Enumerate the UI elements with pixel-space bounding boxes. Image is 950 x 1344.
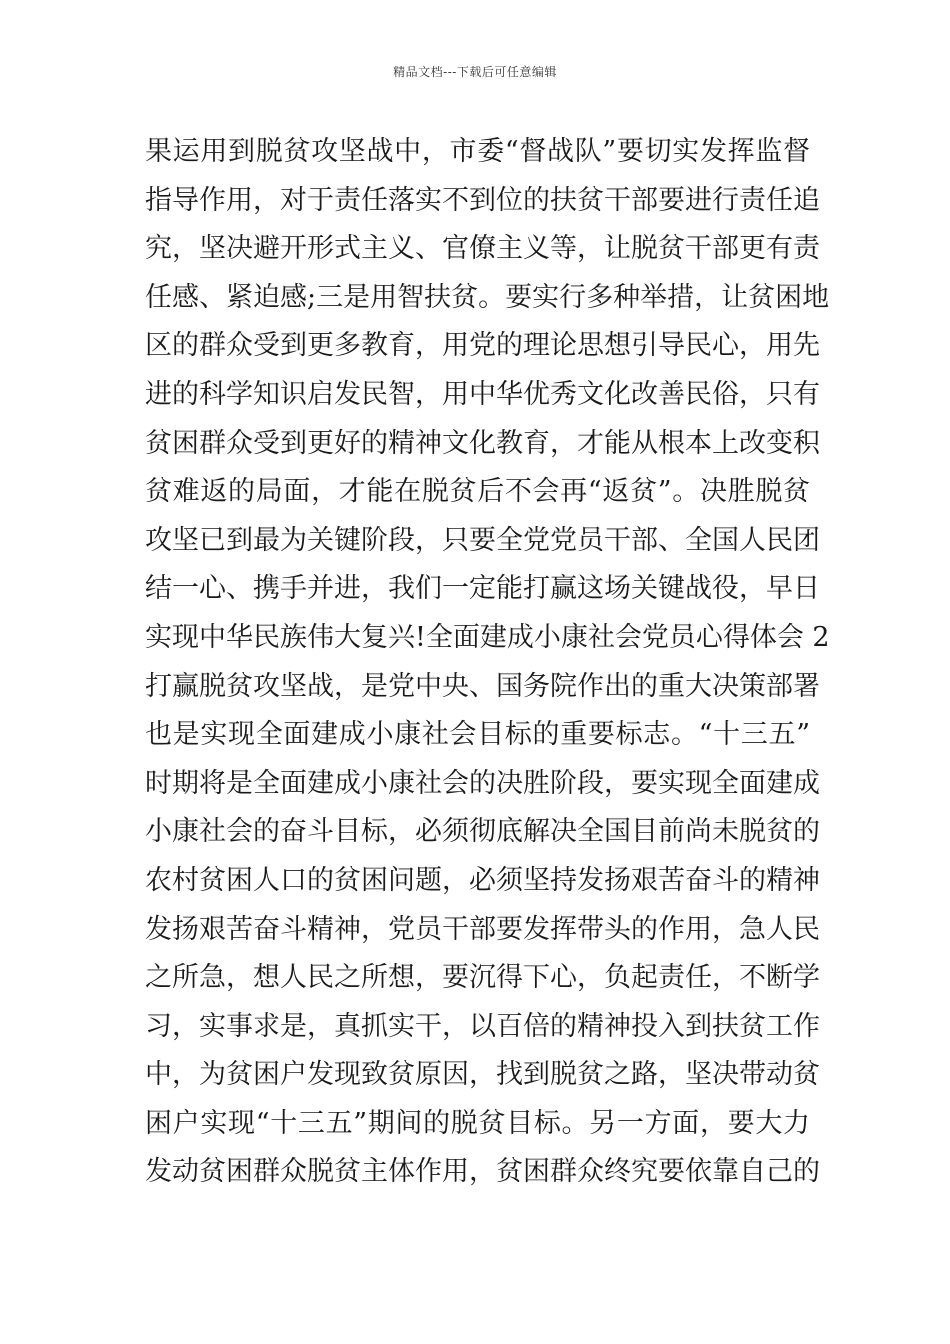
text-line: 进的科学知识启发民智，用中华优秀文化改善民俗，只有	[145, 378, 820, 410]
text-line: 困户实现“十三五”期间的脱贫目标。另一方面，要大力	[145, 1107, 810, 1139]
text-line: 任感、紧迫感;三是用智扶贫。要实行多种举措，让贫困地	[145, 281, 830, 313]
text-line: 贫难返的局面，才能在脱贫后不会再“返贫”。决胜脱贫	[145, 476, 810, 508]
text-line: 果运用到脱贫攻坚战中，市委“督战队”要切实发挥监督	[145, 136, 810, 167]
text-line: 之所急，想人民之所想，要沉得下心，负起责任，不断学	[145, 962, 820, 994]
text-line: 发扬艰苦奋斗精神，党员干部要发挥带头的作用，急人民	[145, 913, 820, 945]
text-line: 农村贫困人口的贫困问题，必须坚持发扬艰苦奋斗的精神	[145, 864, 820, 896]
text-line: 也是实现全面建成小康社会目标的重要标志。“十三五”	[145, 719, 810, 751]
text-line: 时期将是全面建成小康社会的决胜阶段，要实现全面建成	[145, 767, 820, 799]
text-line: 实现中华民族伟大复兴!全面建成小康社会党员心得体会 2	[145, 621, 830, 653]
text-line: 贫困群众受到更好的精神文化教育，才能从根本上改变积	[145, 427, 820, 459]
document-body	[145, 128, 830, 1197]
text-line: 小康社会的奋斗目标，必须彻底解决全国目前尚未脱贫的	[145, 816, 820, 848]
text-line: 区的群众受到更多教育，用党的理论思想引导民心，用先	[145, 330, 820, 362]
page-header: 精品文档---下载后可任意编辑	[393, 65, 557, 79]
text-line: 结一心、携手并进，我们一定能打赢这场关键战役，早日	[145, 573, 820, 605]
text-line: 攻坚已到最为关键阶段，只要全党党员干部、全国人民团	[145, 524, 820, 556]
text-line: 究，坚决避开形式主义、官僚主义等，让脱贫干部更有责	[145, 233, 820, 265]
text-line: 指导作用，对于责任落实不到位的扶贫干部要进行责任追	[145, 184, 820, 216]
text-line: 中，为贫困户发现致贫原因，找到脱贫之路，坚决带动贫	[145, 1059, 820, 1091]
text-line: 习，实事求是，真抓实干，以百倍的精神投入到扶贫工作	[145, 1010, 820, 1042]
text-line: 发动贫困群众脱贫主体作用，贫困群众终究要依靠自己的	[145, 1156, 820, 1188]
text-line: 打赢脱贫攻坚战，是党中央、国务院作出的重大决策部署	[145, 670, 820, 702]
